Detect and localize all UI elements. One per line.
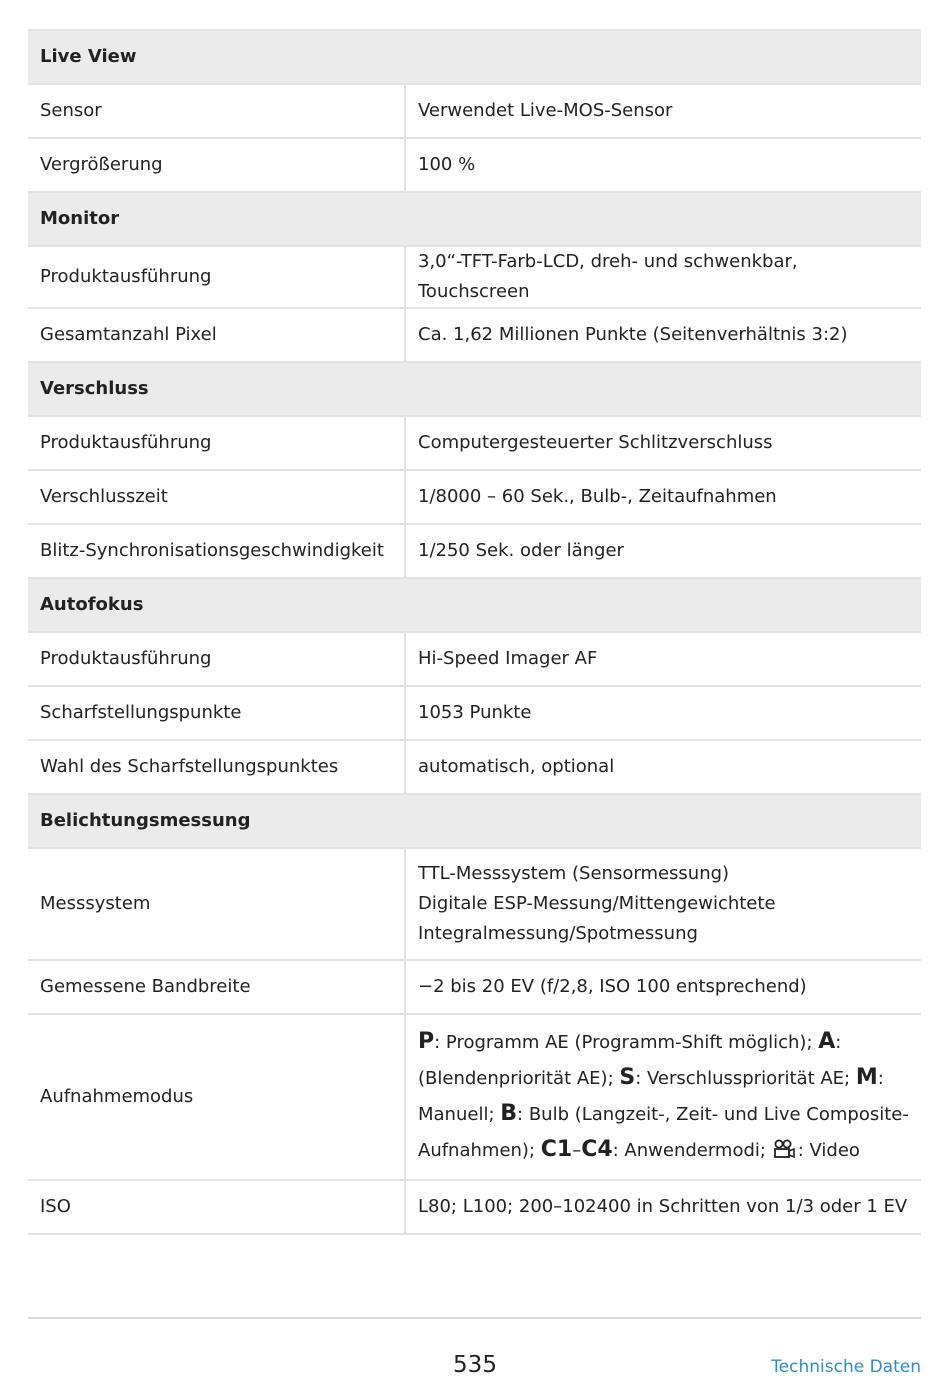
- row-label: Produktausführung: [28, 416, 405, 470]
- row-label: Sensor: [28, 84, 405, 138]
- row-label: Verschlusszeit: [28, 470, 405, 524]
- row-value: Ca. 1,62 Millionen Punkte (Seitenverhältnis 3:2): [405, 308, 921, 362]
- row-label: Scharfstellungspunkte: [28, 686, 405, 740]
- mode-symbol-c4: C4: [581, 1136, 613, 1162]
- row-label: Wahl des Scharfstellungspunktes: [28, 740, 405, 794]
- row-value: 100 %: [405, 138, 921, 192]
- table-row: [28, 848, 921, 960]
- section-header-live-view: [28, 30, 921, 84]
- row-label: Produktausführung: [28, 246, 405, 308]
- row-label: Blitz-Synchronisationsgeschwindigkeit: [28, 524, 405, 578]
- section-title: Autofokus: [28, 578, 921, 632]
- row-value: 1/250 Sek. oder länger: [405, 524, 921, 578]
- row-value: Hi-Speed Imager AF: [405, 632, 921, 686]
- mode-text: : (Blendenpriorität AE);: [418, 1031, 842, 1089]
- table-row: [28, 84, 921, 138]
- shooting-modes-text: [418, 1020, 909, 1175]
- row-value: Verwendet Live-MOS-Sensor: [405, 84, 921, 138]
- row-value: 1/8000 – 60 Sek., Bulb-, Zeitaufnahmen: [405, 470, 921, 524]
- table-row: [28, 470, 921, 524]
- table-row: [28, 740, 921, 794]
- mode-dash: –: [572, 1139, 582, 1161]
- table-row: [28, 632, 921, 686]
- section-title: Verschluss: [28, 362, 921, 416]
- table-row: [28, 138, 921, 192]
- footer-divider: [28, 1317, 921, 1319]
- mode-text: : Programm AE (Programm-Shift möglich);: [434, 1031, 819, 1053]
- row-value: −2 bis 20 EV (f/2,8, ISO 100 entsprechend): [405, 960, 921, 1014]
- row-label: Messsystem: [28, 848, 405, 960]
- mode-symbol-b: B: [500, 1100, 518, 1126]
- mode-symbol-a: A: [818, 1028, 836, 1054]
- row-value: [405, 1014, 921, 1180]
- movie-camera-icon: [772, 1136, 798, 1171]
- section-header-autofokus: [28, 578, 921, 632]
- table-row: [28, 686, 921, 740]
- section-title: Belichtungsmessung: [28, 794, 921, 848]
- section-header-monitor: [28, 192, 921, 246]
- section-link-technical-data[interactable]: Technische Daten: [771, 1357, 921, 1377]
- mode-text: : Bulb (Langzeit-, Zeit- und Live Composite-Aufnahmen);: [418, 1103, 909, 1161]
- section-title: Monitor: [28, 192, 921, 246]
- table-row: [28, 246, 921, 308]
- page-number: 535: [453, 1352, 497, 1378]
- mode-text: : Anwendermodi;: [612, 1139, 772, 1161]
- mode-symbol-m: M: [855, 1064, 878, 1090]
- row-value: automatisch, optional: [405, 740, 921, 794]
- section-header-belichtungsmessung: [28, 794, 921, 848]
- row-label: Gesamtanzahl Pixel: [28, 308, 405, 362]
- table-row: [28, 960, 921, 1014]
- mode-symbol-s: S: [619, 1064, 636, 1090]
- value-line: Integralmessung/Spotmessung: [418, 923, 698, 944]
- row-value: 3,0“-TFT-Farb-LCD, dreh- und schwenkbar, Touchscreen: [405, 246, 921, 308]
- value-line: TTL-Messsystem (Sensormessung): [418, 863, 730, 884]
- mode-text: : Manuell;: [418, 1067, 884, 1125]
- row-label: Produktausführung: [28, 632, 405, 686]
- row-value: 1053 Punkte: [405, 686, 921, 740]
- row-label: Gemessene Bandbreite: [28, 960, 405, 1014]
- mode-text: : Video: [797, 1139, 860, 1161]
- row-value: Computergesteuerter Schlitzverschluss: [405, 416, 921, 470]
- mode-symbol-c1: C1: [540, 1136, 573, 1162]
- spec-table: [28, 29, 921, 1235]
- mode-text: : Verschlusspriorität AE;: [635, 1067, 856, 1089]
- value-line: Digitale ESP-Messung/Mittengewichtete: [418, 893, 776, 914]
- section-header-verschluss: [28, 362, 921, 416]
- row-label: ISO: [28, 1180, 405, 1234]
- table-row: [28, 524, 921, 578]
- mode-symbol-p: P: [418, 1028, 435, 1054]
- row-value: L80; L100; 200–102400 in Schritten von 1/3 oder 1 EV: [405, 1180, 921, 1234]
- table-row: [28, 1014, 921, 1180]
- table-row: [28, 416, 921, 470]
- table-row: [28, 308, 921, 362]
- row-label: Aufnahmemodus: [28, 1014, 405, 1180]
- section-title: Live View: [28, 30, 921, 84]
- row-label: Vergrößerung: [28, 138, 405, 192]
- row-value: [405, 848, 921, 960]
- table-row: [28, 1180, 921, 1234]
